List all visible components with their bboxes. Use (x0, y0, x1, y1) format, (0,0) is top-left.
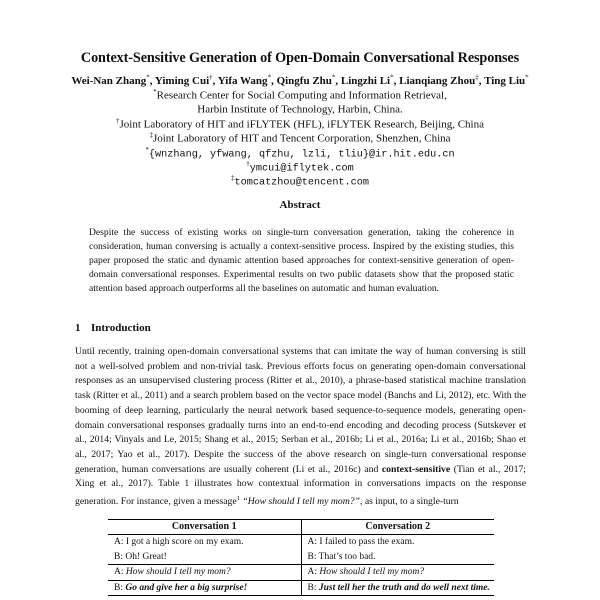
table-header: Conversation 1 (108, 520, 301, 535)
table-row (108, 535, 494, 550)
abstract-heading: Abstract (279, 199, 321, 211)
author: Qingfu Zhu*, (276, 73, 341, 87)
table-cell: A: How should I tell my mom? (108, 565, 301, 581)
table-row (108, 565, 494, 581)
email-line: ‡tomcatzhou@tencent.com (231, 174, 369, 189)
email-line: †ymcui@iflytek.com (246, 160, 354, 175)
author: Lingzhi Li*, (340, 73, 400, 87)
author: Wei-Nan Zhang*, (71, 73, 155, 87)
table-cell: B: That’s too bad. (307, 551, 376, 562)
email-line: *{wnzhang, yfwang, qfzhu, lzli, tliu}@ir.hit.edu.cn (145, 146, 455, 161)
table-cell: A: I failed to pass the exam. (307, 537, 415, 547)
table-header: Conversation 2 (301, 520, 494, 535)
author-list (0, 73, 600, 87)
affiliation: Harbin Institute of Technology, Harbin, China. (197, 103, 403, 116)
section-number: 1 (75, 322, 81, 334)
author: Yifa Wang*, (217, 73, 277, 87)
author: Lianqiang Zhou‡, (399, 73, 485, 87)
section-title: Introduction (91, 322, 151, 334)
table-row (108, 550, 494, 565)
intro-paragraph: Until recently, training open-domain conversational systems that can imitate the way of human conversing is still not a well-solved problem and non-trivial task. Previous efforts focus on generating open-domain conversational responses as an unsupervised clustering process (Ritter et al., 2010), a phrase-based statistical machine translation task (Ritter et al., 2011) and a search problem based on the vector space model (Banchs and Li, 2012), etc. With the booming of deep learning, particularly the neural network based sequence-to-sequence models, generating open-domain conversational responses gradually turns into an end-to-end encoding and decoding process (Sutskever et al., 2014; Vinyals and Le, 2015; Shang et al., 2015; Serban et al., 2016b; Li et al., 2016a; Li et al., 2016b; Shao et al., 2017; Yao et al., 2017). Despite the success of the above research on single-turn conversational response generation, human conversations are usually coherent (Li et al., 2016c) and context-sensitive (Tian et al., 2017; Xing et al., 2017). Table 1 illustrates how contextual information in conversations impacts on the response generation. For instance, given a message$^1$ “How should I tell my mom?”, as input, to a single-turn (75, 346, 526, 508)
paper-title: Context-Sensitive Generation of Open-Domain Conversational Responses (80, 50, 520, 66)
affiliation: *Research Center for Social Computing and Information Retrieval, (153, 88, 447, 102)
author: Ting Liu* (484, 73, 529, 87)
table-cell: A: How should I tell my mom? (301, 565, 494, 581)
table-cell: B: Go and give her a big surprise! (108, 580, 301, 596)
table-header-row (108, 520, 494, 535)
table-cell: B: Just tell her the truth and do well next time. (301, 580, 494, 596)
abstract-text: Despite the success of existing works on single-turn conversation generation, taking the coherence in consideration, human conversing is actually a context-sensitive process. Inspired by the existing studies, this paper proposed the static and dynamic attention based approaches for context-sensitive generation of open-domain conversational responses. Experimental results on two public datasets show that the proposed static attention based approach outperforms all the baselines on automatic and human evaluation. (89, 227, 514, 294)
affiliation: ‡Joint Laboratory of HIT and Tencent Corporation, Shenzhen, China (149, 131, 451, 145)
affiliation: †Joint Laboratory of HIT and iFLYTEK (HFL), iFLYTEK Research, Beijing, China (116, 117, 484, 131)
table-cell: B: Oh! Great! (108, 550, 301, 565)
section-heading (75, 322, 151, 334)
table-row (108, 580, 494, 596)
conversation-table (108, 519, 494, 596)
author: Yiming Cui†, (154, 73, 218, 87)
table-cell: A: I got a high score on my exam. (108, 535, 301, 550)
